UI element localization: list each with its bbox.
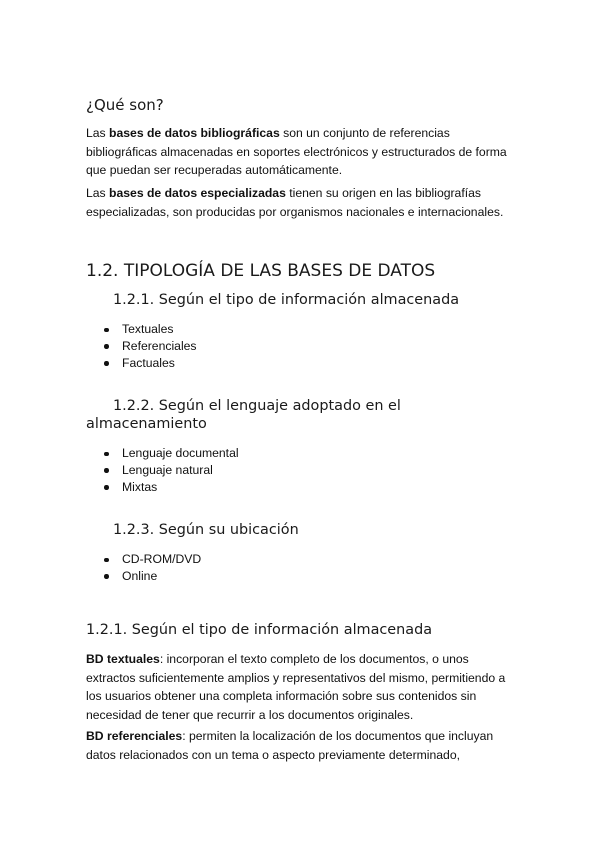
list-item: Referenciales <box>86 338 197 355</box>
que-son-heading: ¿Qué son? <box>86 96 164 114</box>
list-ubicacion <box>86 551 201 585</box>
subheading-ubicacion: 1.2.3. Según su ubicación <box>113 522 299 538</box>
section-heading-tipologia: 1.2. TIPOLOGÍA DE LAS BASES DE DATOS <box>86 261 436 281</box>
paragraph-bd-textuales: BD textuales: incorporan el texto completo de los documentos, o unos extractos suficientemente amplios y representativos del mismo, permitiendo a los usuarios obtener una completa información sobre sus contenidos sin necesidad de tener que recurrir a los documentos originales. <box>86 652 506 722</box>
list-item: Factuales <box>86 355 197 372</box>
list-item: Lenguaje documental <box>86 445 239 462</box>
paragraph-bd-referenciales: BD referenciales: permiten la localización de los documentos que incluyan datos relacionados con un tema o aspecto previamente determinado, <box>86 729 494 762</box>
term-bibliograficas: bases de datos bibliográficas <box>109 126 280 140</box>
term-bd-textuales: BD textuales <box>86 652 160 666</box>
list-lenguaje <box>86 445 239 495</box>
subheading-lenguaje-line2: almacenamiento <box>86 416 207 432</box>
list-item: Lenguaje natural <box>86 462 239 479</box>
subheading-lenguaje-line1: 1.2.2. Según el lenguaje adoptado en el <box>113 398 401 414</box>
paragraph-bibliograficas: Las bases de datos bibliográficas son un conjunto de referencias bibliográficas almacenadas en soportes electrónicos y estructurados de forma que puedan ser recuperadas automáticamente. <box>86 126 507 178</box>
list-tipo-informacion <box>86 321 197 371</box>
list-item: Mixtas <box>86 479 239 496</box>
subheading-tipo-informacion: 1.2.1. Según el tipo de información almacenada <box>113 292 460 308</box>
list-item: Online <box>86 568 201 585</box>
term-especializadas: bases de datos especializadas <box>109 186 286 200</box>
list-item: CD-ROM/DVD <box>86 551 201 568</box>
list-item: Textuales <box>86 321 197 338</box>
paragraph-especializadas: Las bases de datos especializadas tienen su origen en las bibliografías especializadas, son producidas por organismos nacionales e internacionales. <box>86 186 504 219</box>
term-bd-referenciales: BD referenciales <box>86 729 183 743</box>
detail-heading-tipo-informacion: 1.2.1. Según el tipo de información almacenada <box>86 622 433 638</box>
